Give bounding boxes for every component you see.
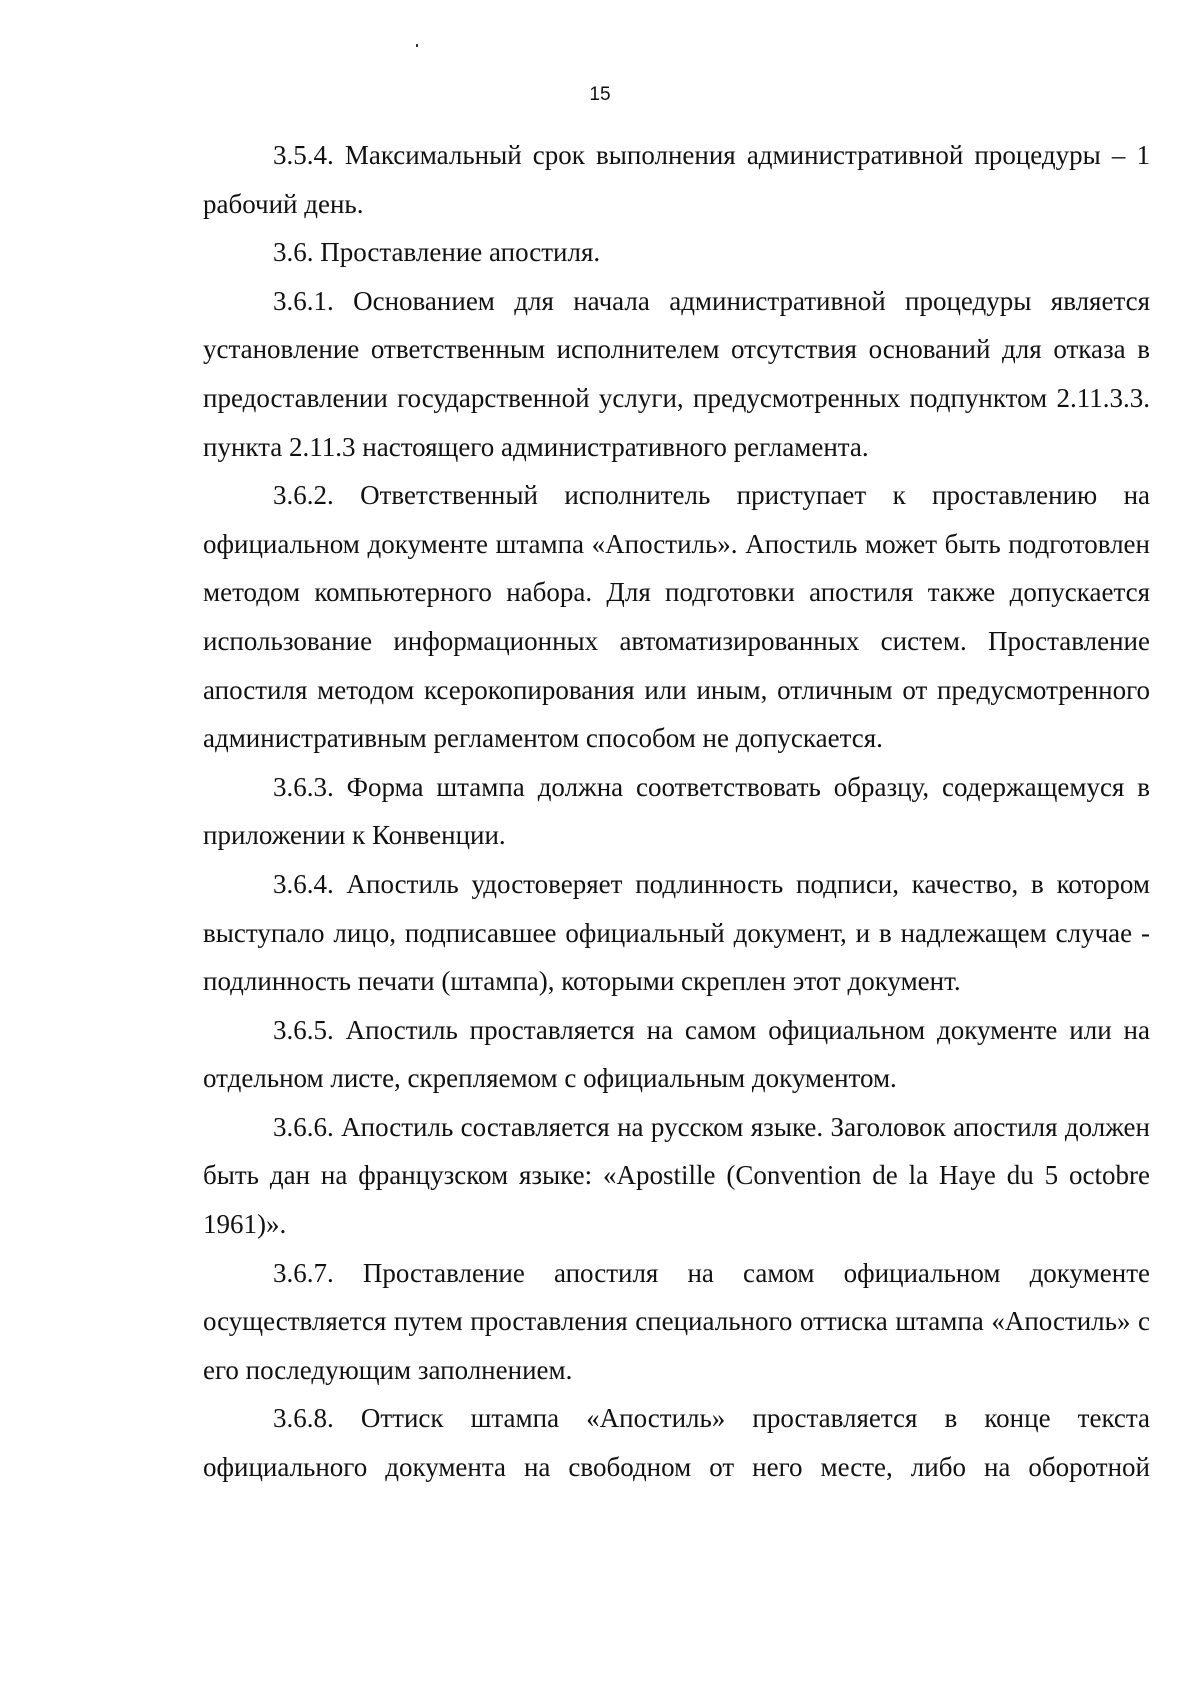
paragraph-3-5-4: 3.5.4. Максимальный срок выполнения административной процедуры – 1 рабочий день. xyxy=(203,140,1150,219)
paragraph-3-6: 3.6. Проставление апостиля. xyxy=(273,237,601,268)
paragraph-3-6-2: 3.6.2. Ответственный исполнитель приступает к проставлению на официальном документе штампа «Апостиль». Апостиль может быть подготовлен методом компьютерного набора. Для подготовки апостиля также допускается использование информационных автоматизированных систем. Проставление апостиля методом ксерокопирования или иным, отличным от предусмотренного административным регламентом способом не допускается. xyxy=(203,480,1150,754)
paragraph-3-6-1: 3.6.1. Основанием для начала административной процедуры является установление ответственным исполнителем отсутствия оснований для отказа в предоставлении государственной услуги, предусмотренных подпунктом 2.11.3.3. пункта 2.11.3 настоящего административного регламента. xyxy=(203,285,1150,462)
page-number: 15 xyxy=(589,84,611,105)
paragraph-3-6-3: 3.6.3. Форма штампа должна соответствовать образцу, содержащемуся в приложении к Конвенции. xyxy=(203,771,1150,851)
paragraph-3-6-5: 3.6.5. Апостиль проставляется на самом официальном документе или на отдельном листе, скрепляемом с официальным документом. xyxy=(203,1014,1150,1094)
paragraph-3-6-6: 3.6.6. Апостиль составляется на русском языке. Заголовок апостиля должен быть дан на французском языке: «Apostille (Convention de la Haye du 5 octobre 1961)». xyxy=(203,1111,1150,1240)
paragraph-3-6-4: 3.6.4. Апостиль удостоверяет подлинность подписи, качество, в котором выступало лицо, подписавшее официальный документ, и в надлежащем случае - подлинность печати (штампа), которыми скреплен этот документ. xyxy=(203,868,1150,997)
paragraph-3-6-8: 3.6.8. Оттиск штампа «Апостиль» проставляется в конце текста официального документа на свободном от него месте, либо на оборотной xyxy=(203,1403,1150,1483)
paragraph-3-6-7: 3.6.7. Проставление апостиля на самом официальном документе осуществляется путем проставления специального оттиска штампа «Апостиль» с его последующим заполнением. xyxy=(203,1257,1150,1385)
document-body xyxy=(203,131,1150,1492)
scan-speck xyxy=(416,44,418,47)
